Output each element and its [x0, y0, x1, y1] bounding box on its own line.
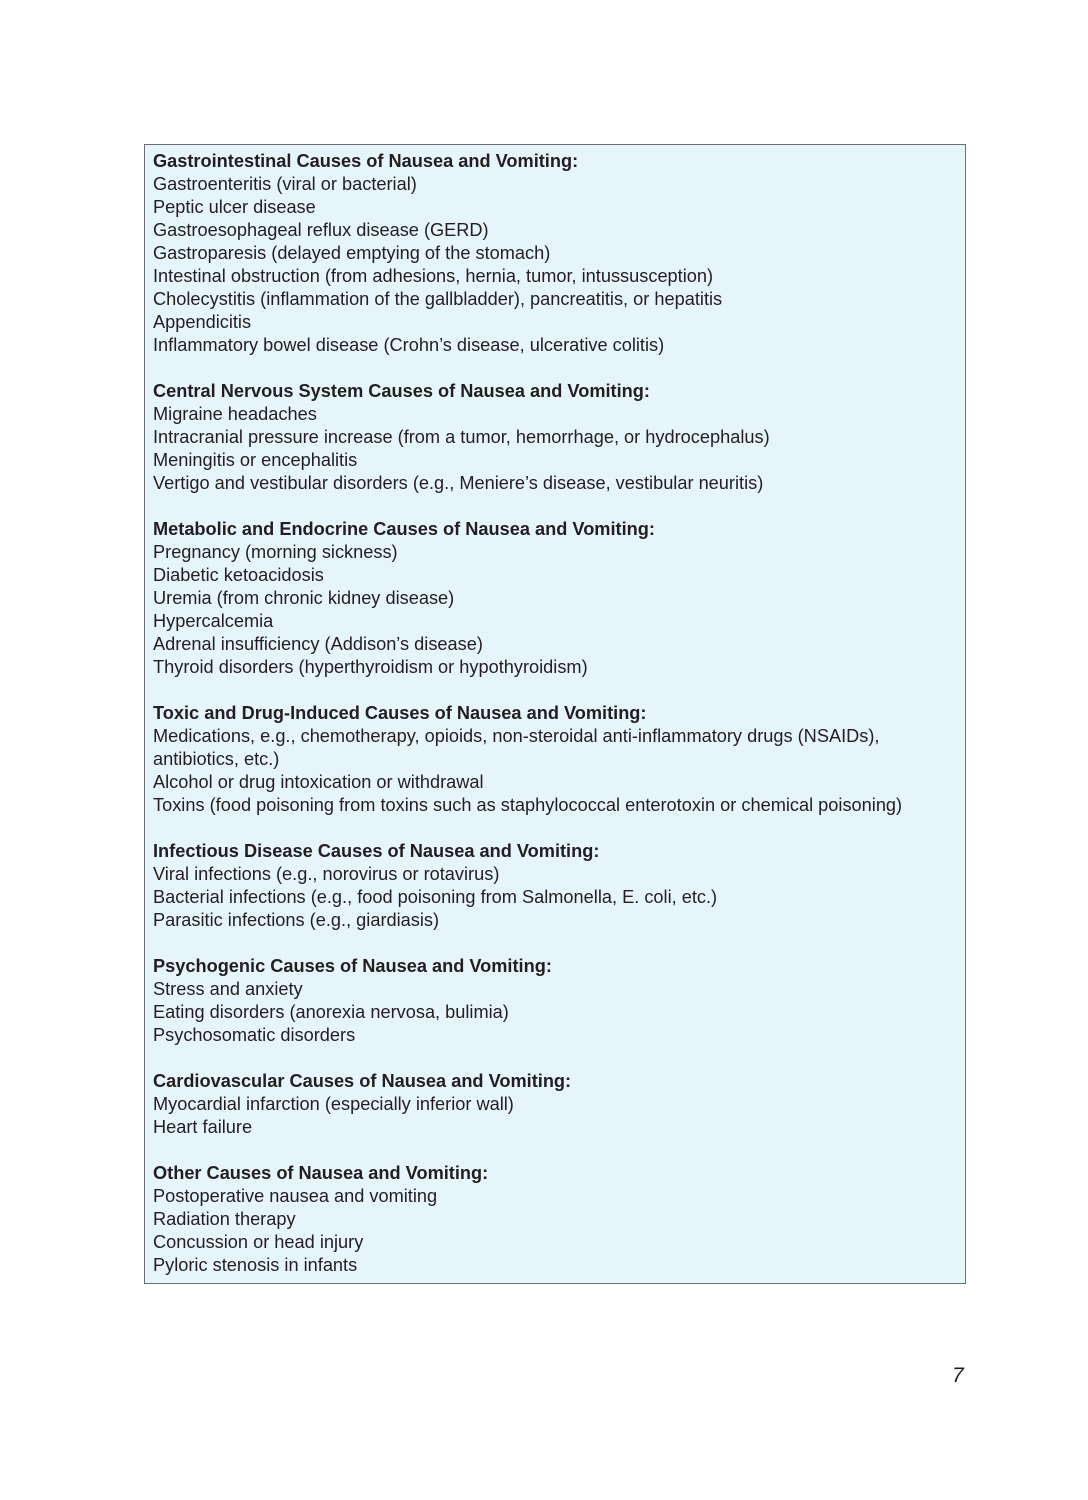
- list-item: Adrenal insufficiency (Addison’s disease): [153, 634, 483, 654]
- list-item: Viral infections (e.g., norovirus or rotavirus): [153, 864, 500, 884]
- list-item: Migraine headaches: [153, 404, 317, 424]
- section-cardiovascular: [153, 1070, 957, 1139]
- list-item: Stress and anxiety: [153, 979, 303, 999]
- list-item: Gastroesophageal reflux disease (GERD): [153, 220, 489, 240]
- list-item: Cholecystitis (inflammation of the gallbladder), pancreatitis, or hepatitis: [153, 289, 723, 309]
- section-other: [153, 1162, 957, 1277]
- section-heading: Other Causes of Nausea and Vomiting:: [153, 1163, 489, 1183]
- list-item: Myocardial infarction (especially inferior wall): [153, 1094, 514, 1114]
- list-item: Gastroenteritis (viral or bacterial): [153, 174, 417, 194]
- list-item: Medications, e.g., chemotherapy, opioids, non-steroidal anti-inflammatory drugs (NSAIDs), antibiotics, etc.): [153, 726, 880, 769]
- list-item: Alcohol or drug intoxication or withdrawal: [153, 772, 484, 792]
- section-heading: Cardiovascular Causes of Nausea and Vomiting:: [153, 1071, 572, 1091]
- list-item: Uremia (from chronic kidney disease): [153, 588, 455, 608]
- list-item: Intracranial pressure increase (from a tumor, hemorrhage, or hydrocephalus): [153, 427, 770, 447]
- list-item: Toxins (food poisoning from toxins such as staphylococcal enterotoxin or chemical poisoning): [153, 795, 903, 815]
- list-item: Inflammatory bowel disease (Crohn’s disease, ulcerative colitis): [153, 335, 665, 355]
- list-item: Diabetic ketoacidosis: [153, 565, 324, 585]
- section-heading: Metabolic and Endocrine Causes of Nausea and Vomiting:: [153, 519, 655, 539]
- list-item: Appendicitis: [153, 312, 252, 332]
- list-item: Gastroparesis (delayed emptying of the stomach): [153, 243, 551, 263]
- section-heading: Gastrointestinal Causes of Nausea and Vomiting:: [153, 151, 579, 171]
- page-number: 7: [952, 1364, 964, 1387]
- list-item: Intestinal obstruction (from adhesions, hernia, tumor, intussusception): [153, 266, 714, 286]
- list-item: Vertigo and vestibular disorders (e.g., Meniere’s disease, vestibular neuritis): [153, 473, 764, 493]
- section-infectious-disease: [153, 840, 957, 932]
- list-item: Eating disorders (anorexia nervosa, bulimia): [153, 1002, 509, 1022]
- section-heading: Psychogenic Causes of Nausea and Vomiting:: [153, 956, 552, 976]
- list-item: Radiation therapy: [153, 1209, 296, 1229]
- list-item: Parasitic infections (e.g., giardiasis): [153, 910, 440, 930]
- list-item: Thyroid disorders (hyperthyroidism or hypothyroidism): [153, 657, 588, 677]
- section-gastrointestinal: [153, 150, 957, 357]
- section-heading: Central Nervous System Causes of Nausea and Vomiting:: [153, 381, 650, 401]
- section-metabolic-endocrine: [153, 518, 957, 679]
- causes-box: [144, 144, 966, 1284]
- list-item: Pyloric stenosis in infants: [153, 1255, 358, 1275]
- list-item: Psychosomatic disorders: [153, 1025, 356, 1045]
- section-toxic-drug-induced: [153, 702, 957, 817]
- section-heading: Toxic and Drug-Induced Causes of Nausea and Vomiting:: [153, 703, 647, 723]
- list-item: Meningitis or encephalitis: [153, 450, 358, 470]
- list-item: Peptic ulcer disease: [153, 197, 316, 217]
- list-item: Postoperative nausea and vomiting: [153, 1186, 438, 1206]
- list-item: Heart failure: [153, 1117, 253, 1137]
- section-central-nervous-system: [153, 380, 957, 495]
- list-item: Concussion or head injury: [153, 1232, 364, 1252]
- section-heading: Infectious Disease Causes of Nausea and Vomiting:: [153, 841, 600, 861]
- section-psychogenic: [153, 955, 957, 1047]
- list-item: Pregnancy (morning sickness): [153, 542, 398, 562]
- list-item: Hypercalcemia: [153, 611, 274, 631]
- list-item: Bacterial infections (e.g., food poisoning from Salmonella, E. coli, etc.): [153, 887, 718, 907]
